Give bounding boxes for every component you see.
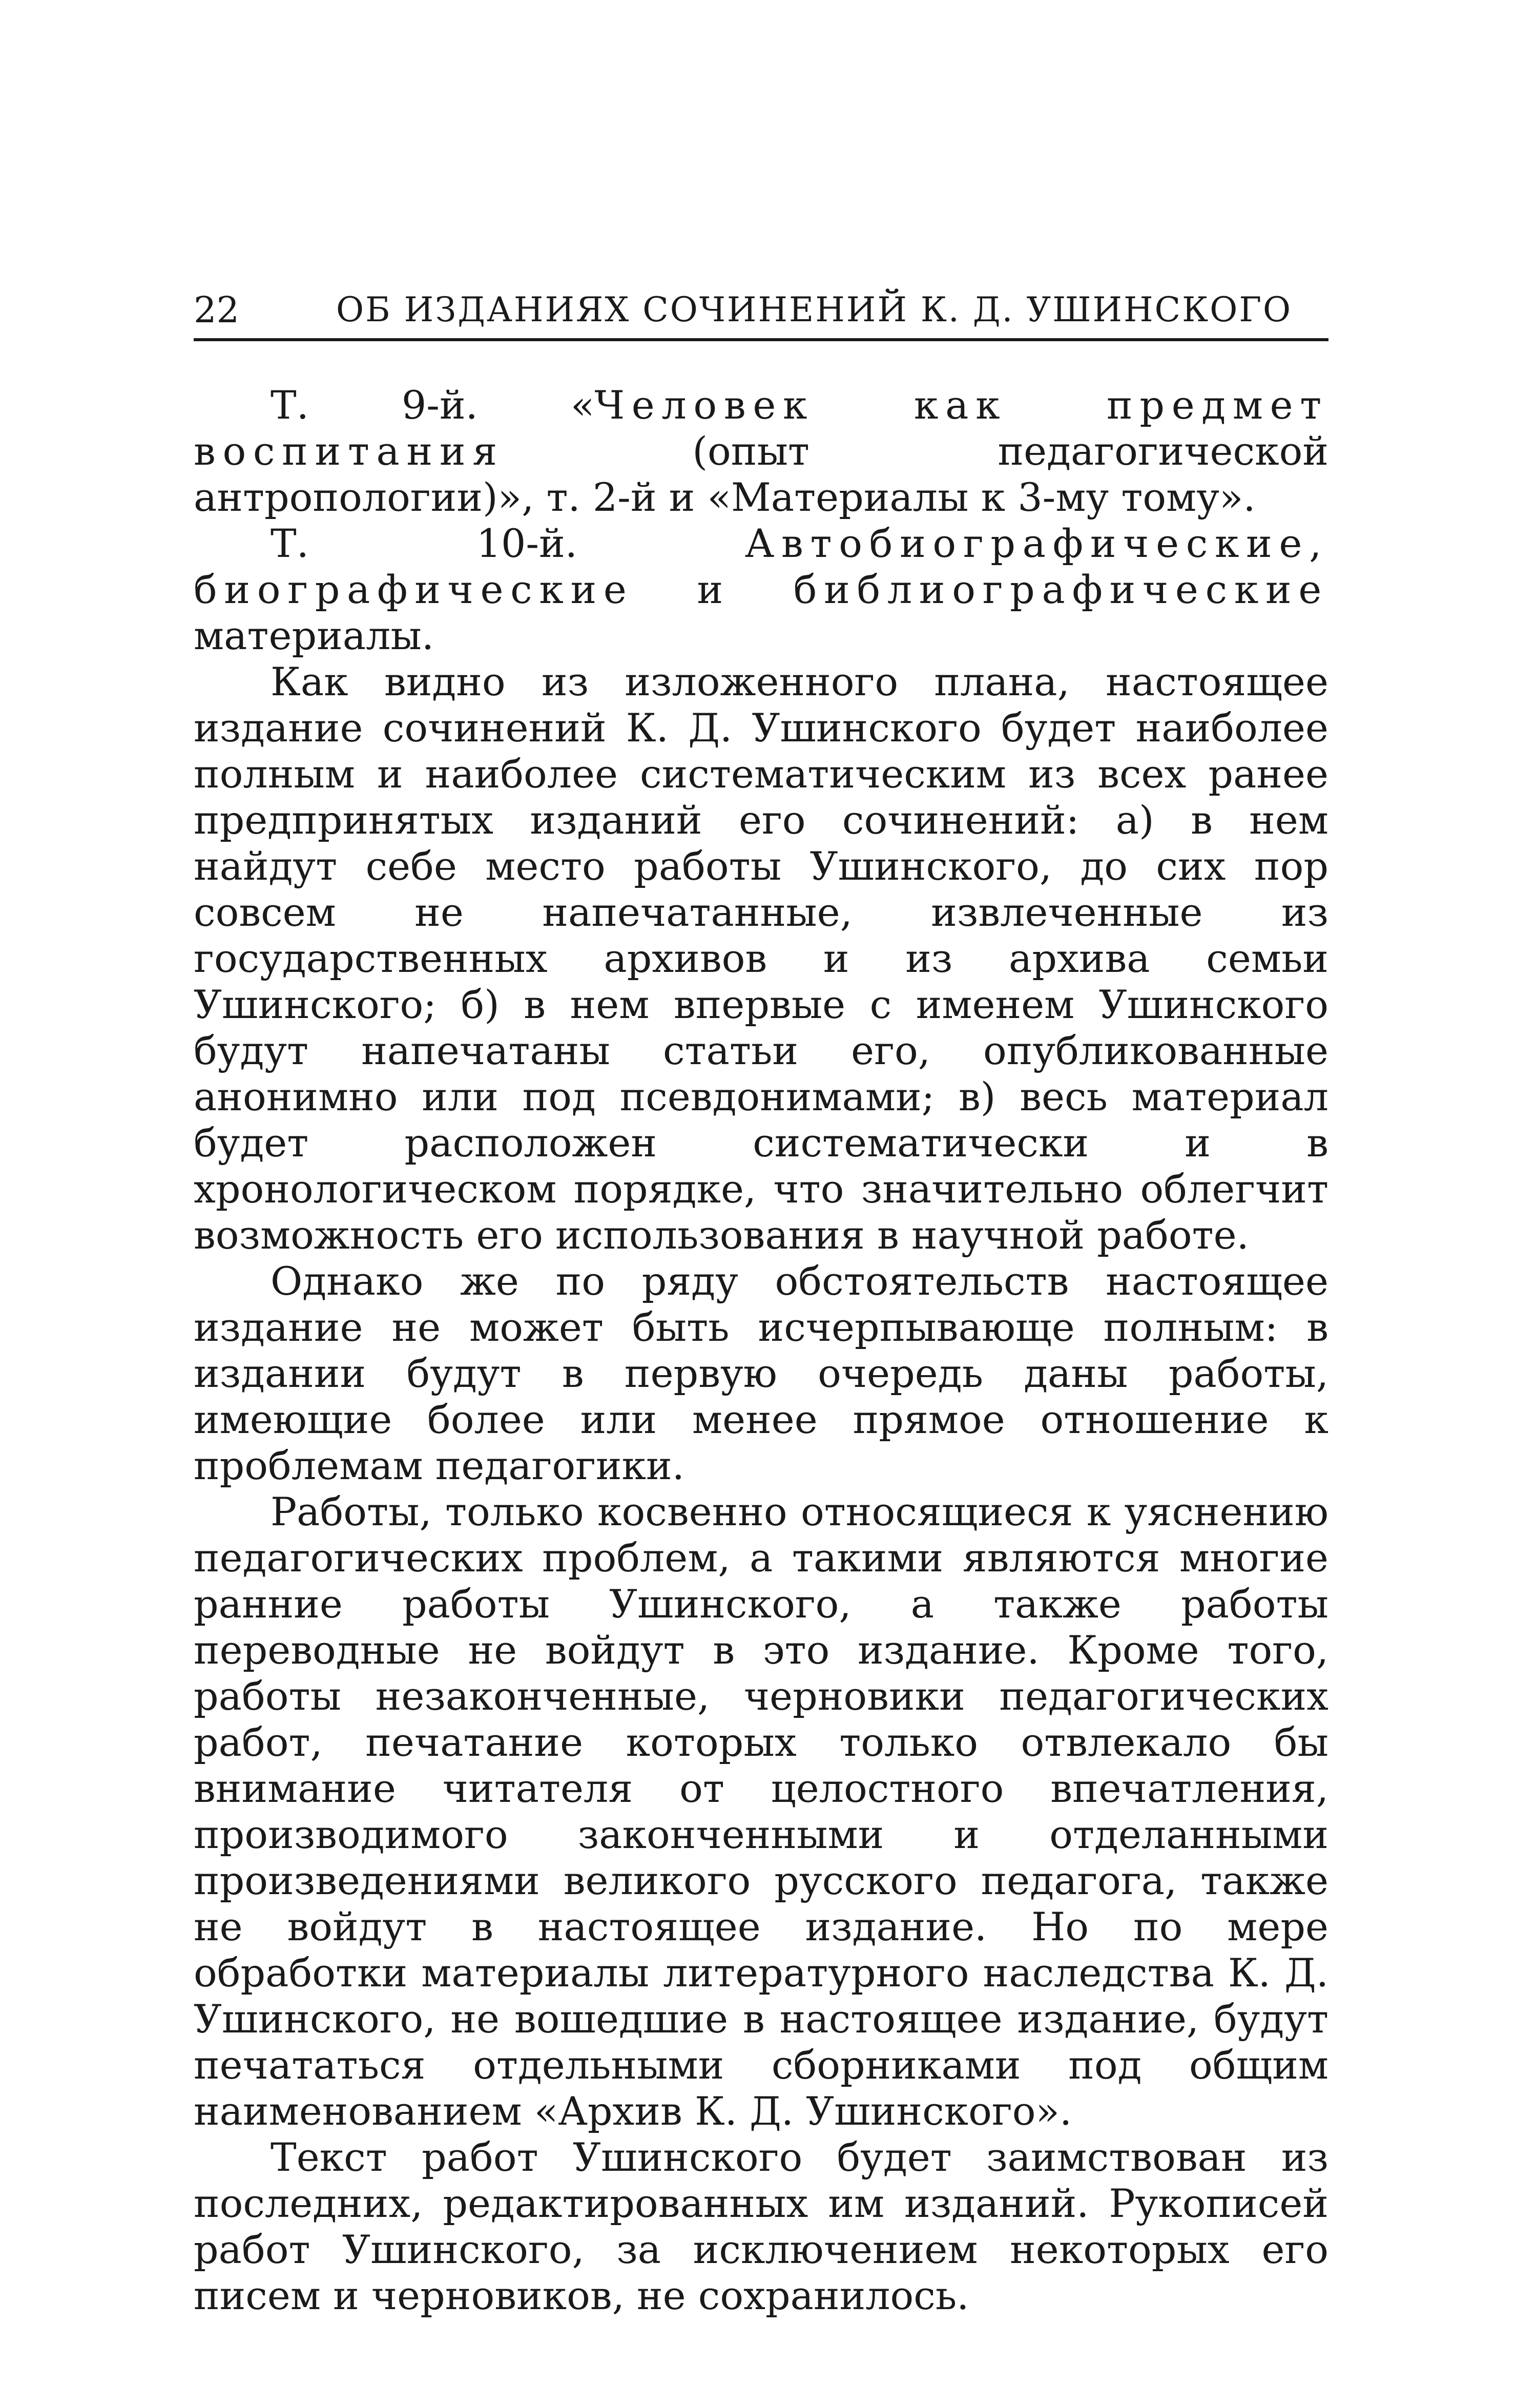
running-title: ОБ ИЗДАНИЯХ СОЧИНЕНИЙ К. Д. УШИНСКОГО xyxy=(336,290,1293,329)
paragraph-edition-plan: Как видно из изложенного плана, настоящее издание сочинений К. Д. Ушинского будет наиболее полным и наиболее систематическим из всех ранее предпринятых изданий его сочинений: а) в нем найдут себе место работы Ушинского, до сих пор совсем не напечатанные, извлеченные из государственных архивов и из архива семьи Ушинского; б) в нем впервые с именем Ушинского будут напечатаны статьи его, опубликованные анонимно или под псевдонимами; в) весь материал будет расположен систематически и в хронологическом порядке, что значительно облегчит возможность его использования в научной работе. xyxy=(194,659,1328,1258)
paragraph-lead: Т. 10-й. xyxy=(271,521,745,566)
paragraph-text-sources: Текст работ Ушинского будет заимствован из последних, редактированных им изданий. Рукописей работ Ушинского, за исключением некоторых его писем и черновиков, не сохранилось. xyxy=(194,2134,1328,2318)
spaced-title: Человек как предмет воспитания xyxy=(194,382,1329,474)
paragraph-completeness: Однако же по ряду обстоятельств настоящее издание не может быть исчерпывающе полным: в издании будут в первую очередь даны работы, имеющие более или менее прямое отношение к проблемам педагогики. xyxy=(194,1258,1328,1488)
paragraph-volume-10 xyxy=(194,521,1328,659)
paragraph-rest: (опыт педагогической антропологии)», т. 2-й и «Материалы к 3-му тому». xyxy=(194,428,1328,520)
paragraph-rest: материалы. xyxy=(194,613,434,658)
paragraph-volume-9 xyxy=(194,382,1328,521)
text-body xyxy=(194,382,1328,2319)
spaced-title: Автобиографические, биографические и библиографические xyxy=(194,521,1328,612)
page-number: 22 xyxy=(194,289,240,331)
paragraph-lead: Т. 9-й. « xyxy=(271,382,595,428)
running-header xyxy=(194,287,1328,341)
paragraph-excluded-works: Работы, только косвенно относящиеся к уяснению педагогических проблем, а такими являются многие ранние работы Ушинского, а также работы переводные не войдут в это издание. Кроме того, работы незаконченные, черновики педагогических работ, печатание которых только отвлекало бы внимание читателя от целостного впечатления, производимого законченными и отделанными произведениями великого русского педагога, также не войдут в настоящее издание. Но по мере обработки материалы литературного наследства К. Д. Ушинского, не вошедшие в настоящее издание, будут печататься отдельными сборниками под общим наименованием «Архив К. Д. Ушинского». xyxy=(194,1489,1328,2134)
